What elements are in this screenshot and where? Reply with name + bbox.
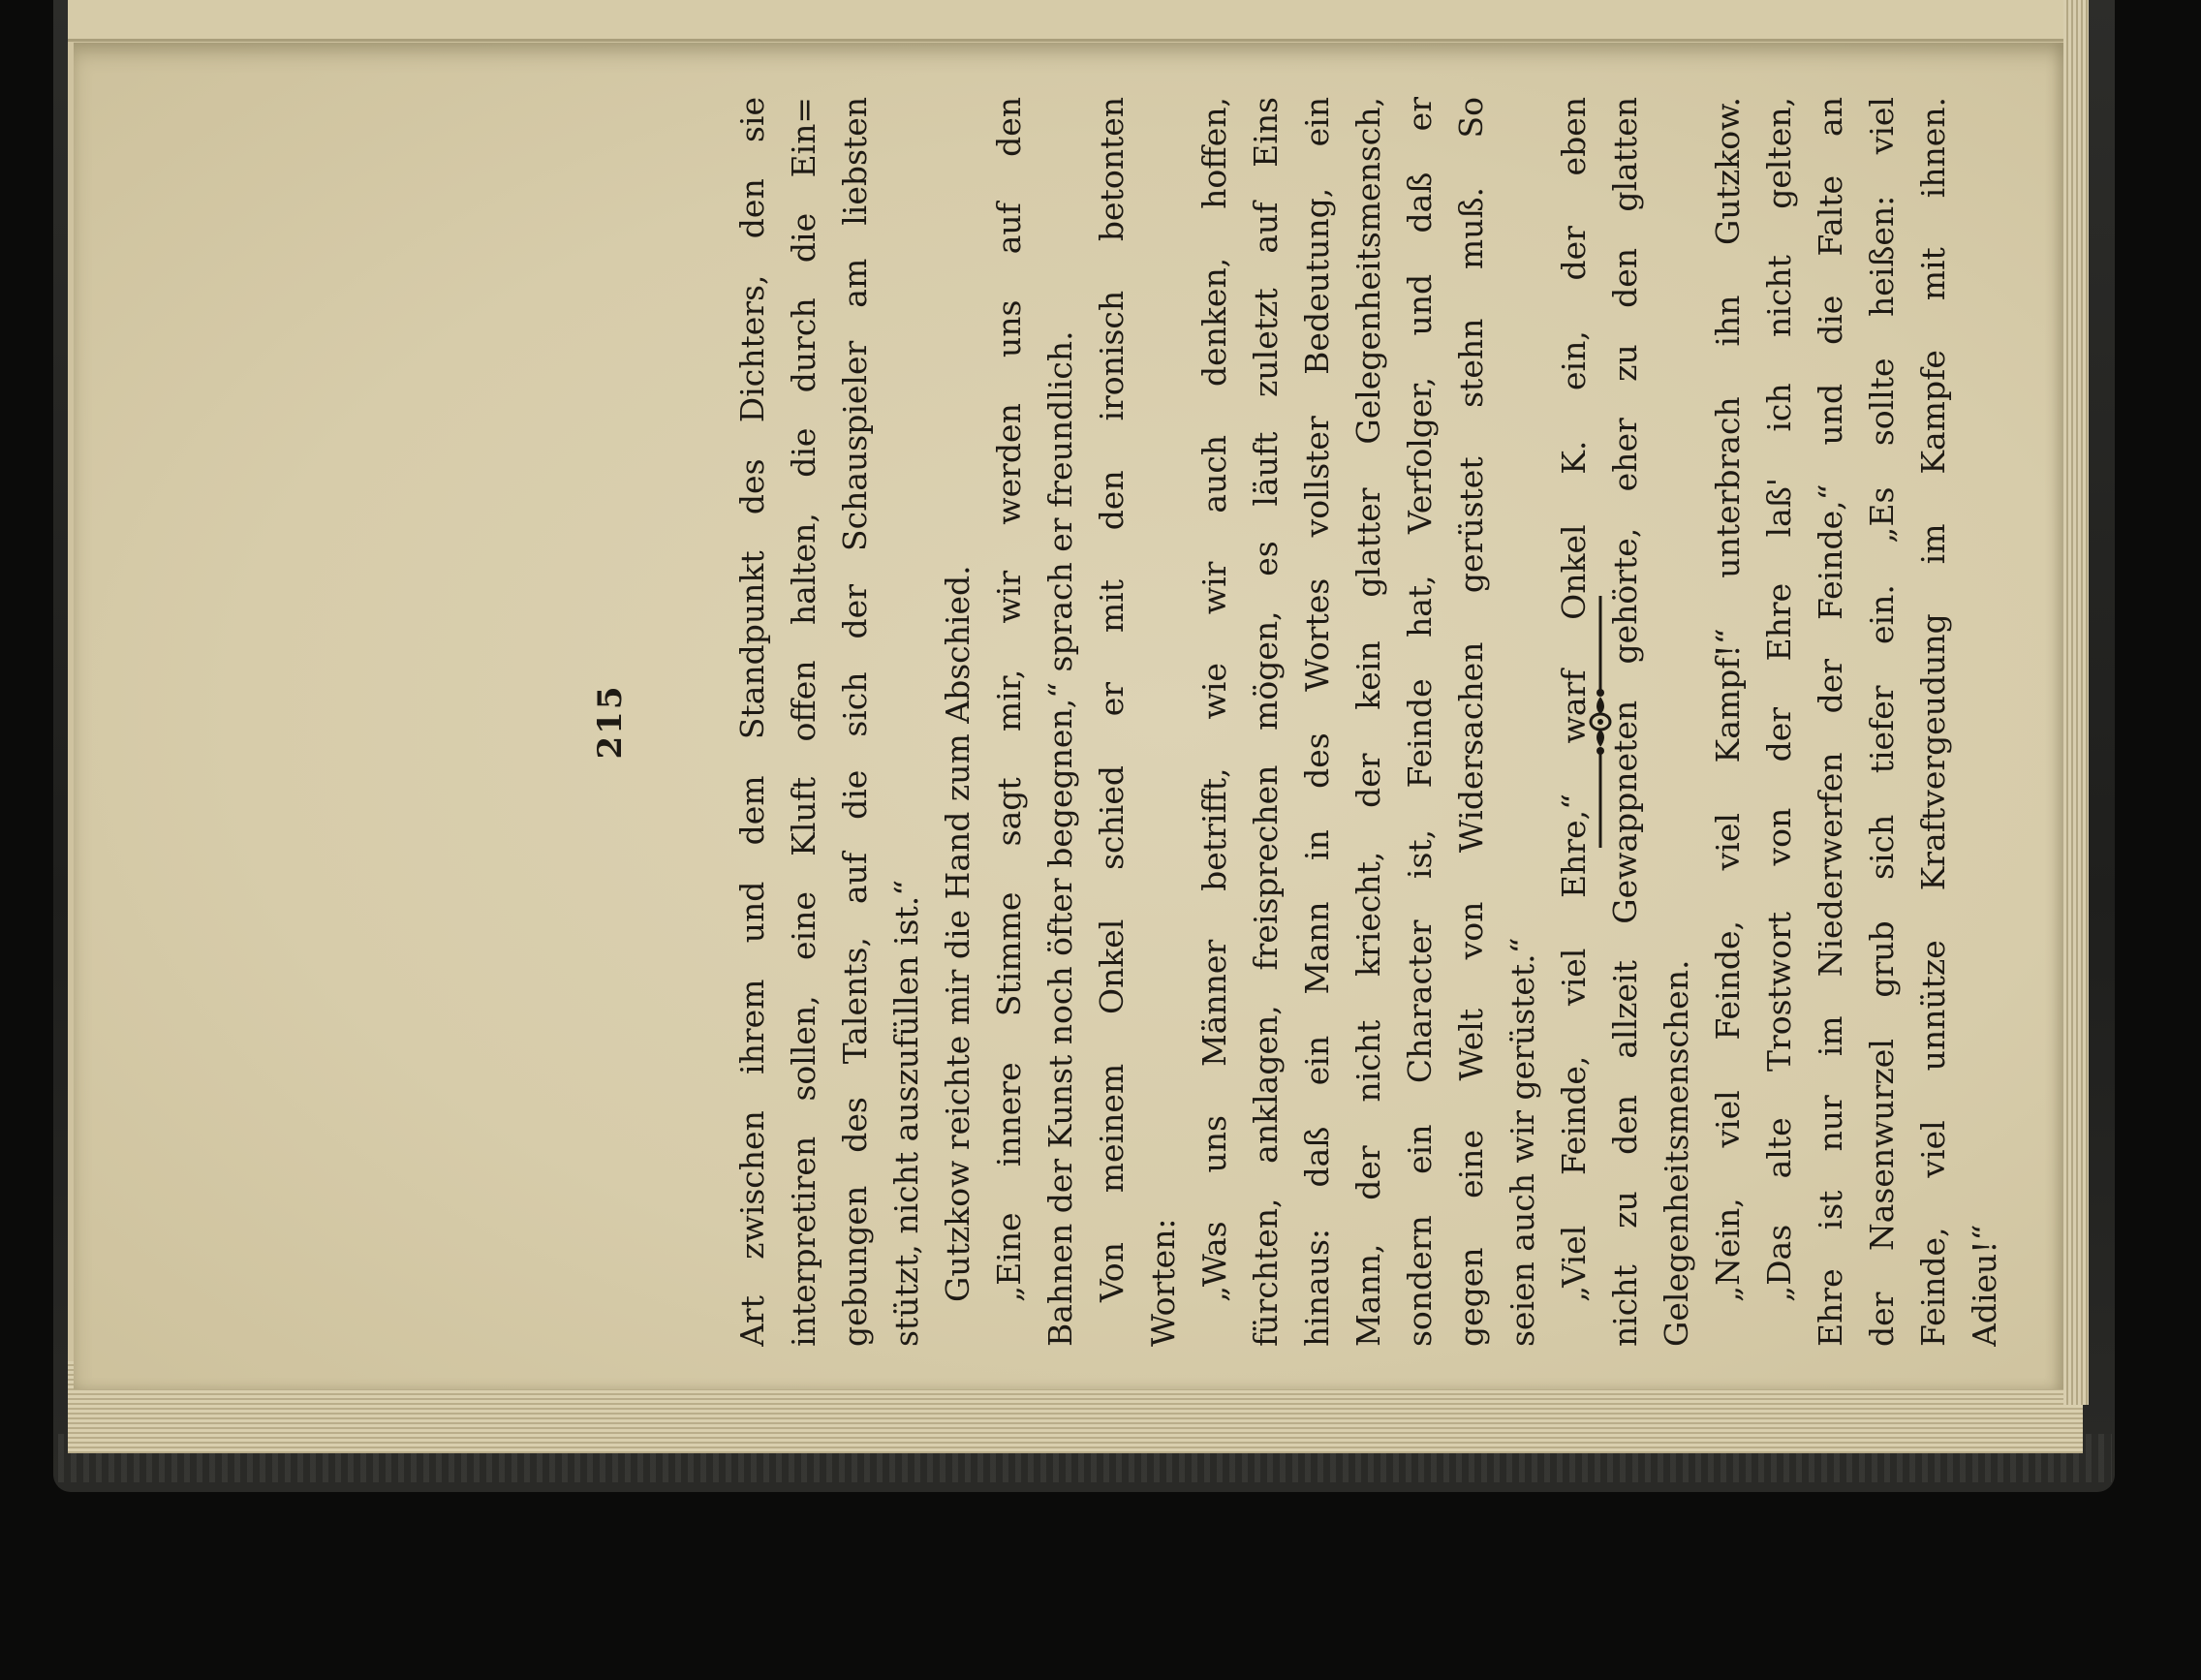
text-line: der Nasenwurzel grub sich tiefer ein. „Es sollte heißen: viel [1863, 97, 1901, 1347]
text-line: hinaus: daß ein Mann in des Wortes vollster Bedeutung, ein [1298, 97, 1336, 1347]
text-line: „Eine innere Stimme sagt mir, wir werden uns auf den [990, 97, 1028, 1302]
text-line: nicht zu den allzeit Gewappneten gehörte, eher zu den glatten [1606, 97, 1644, 1347]
text-line: Mann, der nicht kriecht, der kein glatter Gelegenheitsmensch, [1349, 97, 1387, 1347]
scroll-divider-ornament-icon [1581, 596, 1620, 848]
text-line: gebungen des Talents, auf die sich der Schauspieler am liebsten [836, 97, 874, 1347]
text-line: Art zwischen ihrem und dem Standpunkt des Dichters, den sie [733, 97, 771, 1347]
text-line: Gutzkow reichte mir die Hand zum Abschied. [939, 565, 976, 1302]
text-line: sondern ein Character ist, Feinde hat, Verfolger, und daß er [1401, 97, 1439, 1347]
text-line: seien auch wir gerüstet.“ [1504, 937, 1541, 1347]
text-line: „Was uns Männer betrifft, wie wir auch denken, hoffen, [1195, 97, 1233, 1302]
text-line: gegen eine Welt von Widersachen gerüstet stehn muß. So [1452, 97, 1490, 1347]
ornament-divider [1581, 97, 1620, 1347]
text-line: „Das alte Trostwort von der Ehre laß' ich nicht gelten, [1760, 97, 1798, 1302]
text-line: Gelegenheitsmenschen. [1658, 959, 1695, 1347]
text-line: Adieu!“ [1966, 1224, 2003, 1347]
text-line: stützt, nicht auszufüllen ist.“ [887, 879, 925, 1347]
page-content [591, 97, 2003, 1347]
facing-page-edge [68, 0, 2063, 42]
text-line: fürchten, anklagen, freisprechen mögen, es läuft zuletzt auf Eins [1247, 97, 1285, 1347]
page-stack-right [2063, 0, 2089, 1405]
text-line: „Nein, viel Feinde, viel Kampf!“ unterbrach ihn Gutzkow. [1709, 97, 1747, 1302]
text-line: Feinde, viel unnütze Kraftvergeudung im Kampfe mit ihnen. [1914, 97, 1952, 1347]
body-text [727, 97, 2010, 1347]
text-line: Von meinem Onkel schied er mit den ironisch betonten [1093, 97, 1131, 1302]
text-line: Worten: [1144, 1218, 1182, 1347]
text-line: „Viel Feinde, viel Ehre,“ warf Onkel K. ein, der eben [1555, 97, 1593, 1302]
text-line: Ehre ist nur im Niederwerfen der Feinde,“ und die Falte an [1812, 97, 1849, 1347]
page-number: 215 [591, 684, 630, 760]
text-line: interpretiren sollen, eine Kluft offen halten, die durch die Ein= [785, 97, 822, 1347]
text-line: Bahnen der Kunst noch öfter begegnen,“ sprach er freundlich. [1041, 330, 1079, 1347]
